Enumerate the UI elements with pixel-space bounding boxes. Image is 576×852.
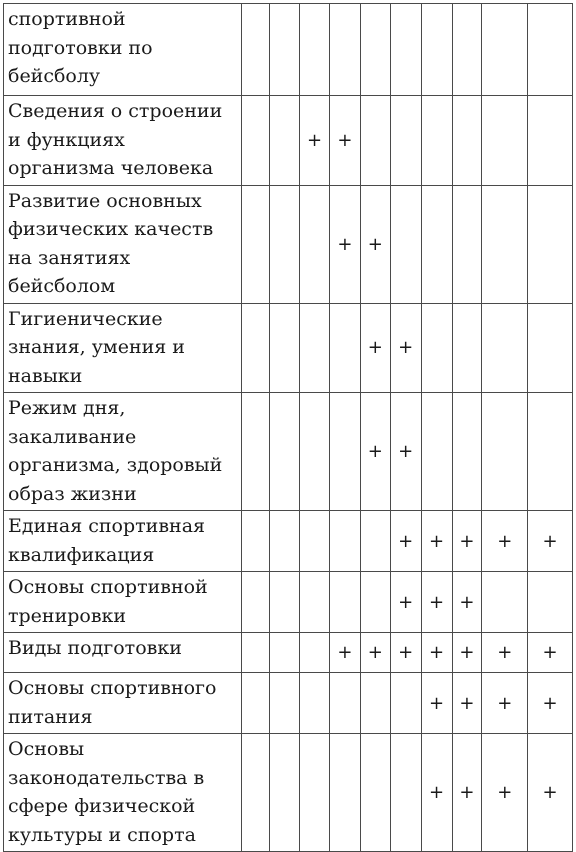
table-row	[4, 511, 573, 572]
stage-cell: +	[528, 673, 573, 734]
stage-cell	[452, 393, 482, 511]
stage-cell	[452, 4, 482, 96]
stage-cell	[270, 734, 300, 852]
stage-cell	[270, 633, 300, 673]
stage-cell	[330, 572, 361, 633]
topic-label: Основы законодательства в сфере физической культуры и спорта	[4, 734, 242, 852]
stage-cell	[528, 303, 573, 393]
table-row	[4, 673, 573, 734]
training-topics-table	[3, 3, 573, 852]
stage-cell	[270, 572, 300, 633]
stage-cell	[421, 393, 452, 511]
stage-cell: +	[360, 303, 390, 393]
stage-cell	[360, 511, 390, 572]
stage-cell: +	[452, 572, 482, 633]
stage-cell	[528, 393, 573, 511]
stage-cell	[270, 673, 300, 734]
table-row	[4, 633, 573, 673]
stage-cell: +	[528, 734, 573, 852]
stage-cell	[482, 185, 528, 303]
topic-label: Гигиенические знания, умения и навыки	[4, 303, 242, 393]
stage-cell	[390, 96, 421, 186]
stage-cell: +	[360, 185, 390, 303]
topic-label: Основы спортивного питания	[4, 673, 242, 734]
stage-cell	[270, 4, 300, 96]
topic-label: спортивной подготовки по бейсболу	[4, 4, 242, 96]
stage-cell	[300, 511, 330, 572]
stage-cell	[300, 4, 330, 96]
table-row	[4, 734, 573, 852]
stage-cell: +	[482, 734, 528, 852]
stage-cell	[241, 511, 270, 572]
stage-cell: +	[421, 673, 452, 734]
stage-cell	[452, 303, 482, 393]
stage-cell: +	[452, 511, 482, 572]
stage-cell	[452, 96, 482, 186]
stage-cell: +	[452, 734, 482, 852]
stage-cell	[300, 633, 330, 673]
topic-label: Развитие основных физических качеств на занятиях бейсболом	[4, 185, 242, 303]
topic-label: Единая спортивная квалификация	[4, 511, 242, 572]
stage-cell	[241, 633, 270, 673]
stage-cell	[300, 673, 330, 734]
topic-label: Виды подготовки	[4, 633, 242, 673]
stage-cell: +	[390, 393, 421, 511]
stage-cell	[360, 96, 390, 186]
stage-cell	[360, 734, 390, 852]
stage-cell	[360, 572, 390, 633]
stage-cell	[360, 4, 390, 96]
stage-cell: +	[390, 572, 421, 633]
stage-cell	[241, 96, 270, 186]
stage-cell: +	[421, 734, 452, 852]
stage-cell	[421, 96, 452, 186]
topic-label: Режим дня, закаливание организма, здоровый образ жизни	[4, 393, 242, 511]
stage-cell	[241, 393, 270, 511]
stage-cell	[482, 572, 528, 633]
stage-cell	[300, 393, 330, 511]
stage-cell	[390, 4, 421, 96]
stage-cell	[241, 734, 270, 852]
stage-cell: +	[421, 511, 452, 572]
stage-cell	[270, 511, 300, 572]
stage-cell: +	[528, 511, 573, 572]
stage-cell	[421, 303, 452, 393]
stage-cell	[421, 4, 452, 96]
topic-label: Сведения о строении и функциях организма человека	[4, 96, 242, 186]
stage-cell: +	[482, 673, 528, 734]
stage-cell	[330, 734, 361, 852]
table-body	[4, 4, 573, 852]
stage-cell: +	[452, 673, 482, 734]
stage-cell	[390, 185, 421, 303]
stage-cell	[528, 96, 573, 186]
stage-cell	[241, 572, 270, 633]
stage-cell: +	[330, 185, 361, 303]
stage-cell: +	[360, 393, 390, 511]
stage-cell	[390, 673, 421, 734]
stage-cell	[241, 673, 270, 734]
stage-cell	[421, 185, 452, 303]
stage-cell	[241, 303, 270, 393]
stage-cell	[482, 4, 528, 96]
stage-cell	[360, 673, 390, 734]
stage-cell	[482, 303, 528, 393]
stage-cell	[330, 4, 361, 96]
stage-cell	[390, 734, 421, 852]
table-row	[4, 185, 573, 303]
stage-cell: +	[360, 633, 390, 673]
stage-cell	[241, 185, 270, 303]
stage-cell	[482, 393, 528, 511]
stage-cell: +	[390, 511, 421, 572]
stage-cell: +	[421, 633, 452, 673]
stage-cell	[270, 185, 300, 303]
stage-cell: +	[528, 633, 573, 673]
stage-cell: +	[330, 96, 361, 186]
stage-cell: +	[300, 96, 330, 186]
topic-label: Основы спортивной тренировки	[4, 572, 242, 633]
stage-cell	[270, 96, 300, 186]
stage-cell	[300, 734, 330, 852]
stage-cell	[300, 572, 330, 633]
stage-cell	[528, 572, 573, 633]
stage-cell: +	[330, 633, 361, 673]
stage-cell	[270, 303, 300, 393]
table-row	[4, 303, 573, 393]
table-row	[4, 572, 573, 633]
stage-cell: +	[390, 303, 421, 393]
stage-cell: +	[452, 633, 482, 673]
stage-cell: +	[421, 572, 452, 633]
stage-cell	[528, 4, 573, 96]
stage-cell	[482, 96, 528, 186]
stage-cell	[528, 185, 573, 303]
stage-cell: +	[482, 511, 528, 572]
stage-cell	[270, 393, 300, 511]
stage-cell: +	[390, 633, 421, 673]
stage-cell	[330, 303, 361, 393]
stage-cell: +	[482, 633, 528, 673]
stage-cell	[330, 673, 361, 734]
stage-cell	[300, 185, 330, 303]
table-row	[4, 393, 573, 511]
stage-cell	[241, 4, 270, 96]
stage-cell	[330, 511, 361, 572]
table-row	[4, 4, 573, 96]
stage-cell	[452, 185, 482, 303]
stage-cell	[330, 393, 361, 511]
stage-cell	[300, 303, 330, 393]
table-row	[4, 96, 573, 186]
